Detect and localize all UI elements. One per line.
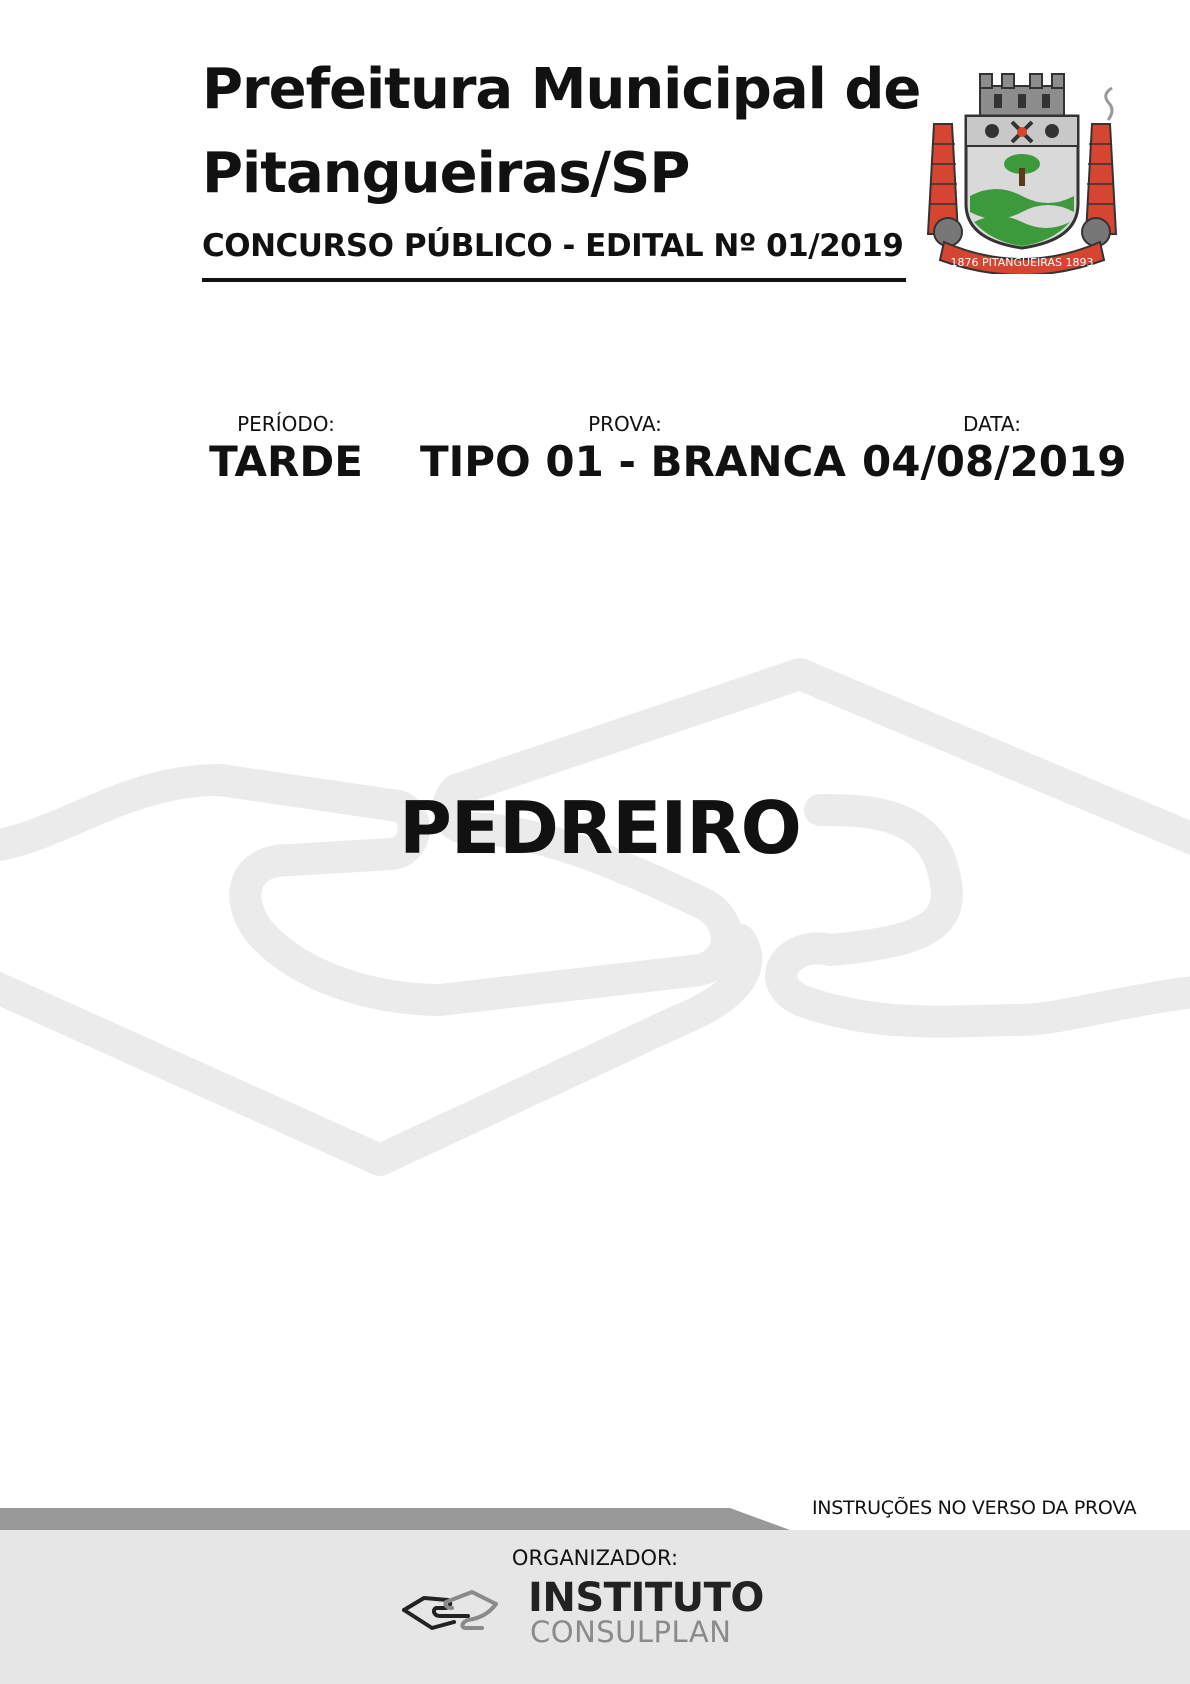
prova-label: PROVA: xyxy=(588,412,662,436)
instructions-note: INSTRUÇÕES NO VERSO DA PROVA xyxy=(812,1497,1137,1519)
header-divider xyxy=(202,278,906,282)
title-line-1: Prefeitura Municipal de xyxy=(202,57,921,122)
info-data xyxy=(862,412,1127,488)
handshake-watermark-icon xyxy=(0,640,1190,1200)
shield-icon xyxy=(966,116,1078,248)
page-title xyxy=(202,48,922,216)
organizer-label: ORGANIZADOR: xyxy=(511,1546,679,1570)
gear-icon xyxy=(934,218,962,246)
job-title: PEDREIRO xyxy=(399,786,801,870)
organizer-name-line-1: INSTITUTO xyxy=(528,1575,764,1621)
organizer-name-line-2: CONSULPLAN xyxy=(530,1615,732,1649)
handshake-logo-icon xyxy=(402,1582,498,1638)
periodo-value: TARDE xyxy=(209,437,363,486)
municipal-crest-icon xyxy=(922,64,1122,274)
periodo-label: PERÍODO: xyxy=(237,412,335,436)
data-label: DATA: xyxy=(963,412,1021,436)
data-value: 04/08/2019 xyxy=(862,437,1127,486)
prova-value: TIPO 01 - BRANCA xyxy=(420,437,846,486)
gear-icon xyxy=(1082,218,1110,246)
info-periodo xyxy=(196,412,376,488)
edital-subtitle: CONCURSO PÚBLICO - EDITAL Nº 01/2019 xyxy=(202,228,904,264)
title-line-2: Pitangueiras/SP xyxy=(202,141,690,206)
info-prova xyxy=(420,412,846,488)
crest-motto: 1876 PITANGUEIRAS 1893 xyxy=(950,256,1094,269)
crown-icon xyxy=(980,74,1064,116)
